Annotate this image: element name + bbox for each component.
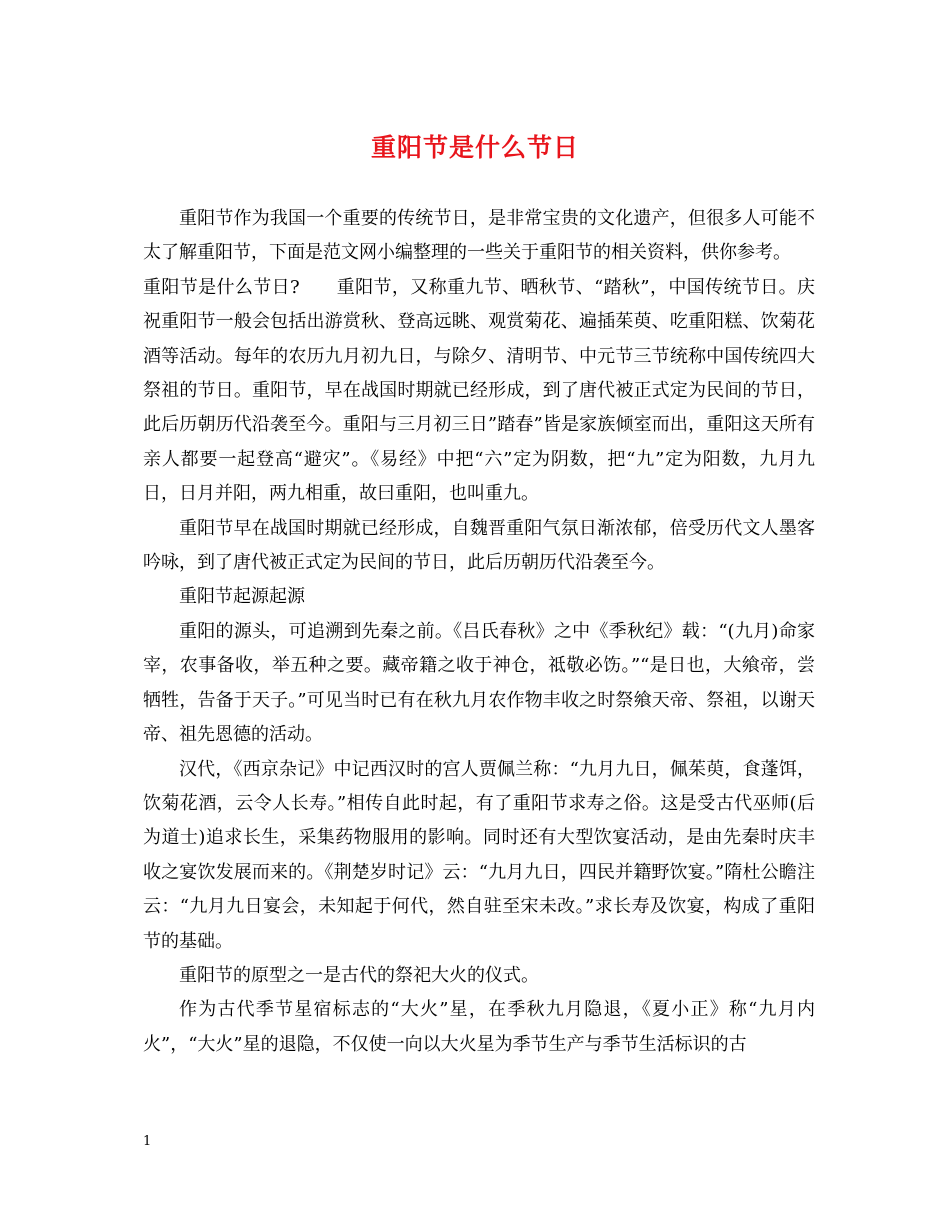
paragraph-warring-states: 重阳节早在战国时期就已经形成，自魏晋重阳气氛日渐浓郁，倍受历代文人墨客吟咏，到了唐代被正式定为民间的节日，此后历朝历代沿袭至今。 — [143, 517, 815, 574]
page-number: 1 — [143, 1134, 152, 1149]
document-body — [143, 202, 815, 1062]
paragraph-intro: 重阳节作为我国一个重要的传统节日，是非常宝贵的文化遗产，但很多人可能不太了解重阳节，下面是范文网小编整理的一些关于重阳节的相关资料，供你参考。 — [143, 208, 815, 264]
section-heading-origin: 重阳节起源起源 — [179, 586, 305, 608]
paragraph-han-dynasty: 汉代，《西京杂记》中记西汉时的宫人贾佩兰称：“九月九日，佩茱萸，食蓬饵，饮菊花酒，云令人长寿。”相传自此时起，有了重阳节求寿之俗。这是受古代巫师(后为道士)追求长生，采集药物服用的影响。同时还有大型饮宴活动，是由先秦时庆丰收之宴饮发展而来的。《荆楚岁时记》云：“九月九日，四民并籍野饮宴。”隋杜公瞻注云：“九月九日宴会，未知起于何代，然自驻至宋未改。”求长寿及饮宴，构成了重阳节的基础。 — [143, 758, 815, 952]
paragraph-pre-qin: 重阳的源头，可追溯到先秦之前。《吕氏春秋》之中《季秋纪》载：“(九月)命家宰，农事备收，举五种之要。藏帝籍之收于神仓，祗敬必饬。”“是日也，大飨帝，尝牺牲，告备于天子。”可见当时已有在秋九月农作物丰收之时祭飨天帝、祭祖，以谢天帝、祖先恩德的活动。 — [143, 620, 815, 746]
paragraph-fire-ritual: 重阳节的原型之一是古代的祭祀大火的仪式。 — [179, 964, 539, 986]
document-title: 重阳节是什么节日 — [370, 133, 579, 162]
paragraph-fire-star: 作为古代季节星宿标志的“大火”星，在季秋九月隐退，《夏小正》称“九月内火”，“大火”星的退隐，不仅使一向以大火星为季节生产与季节生活标识的古 — [143, 999, 815, 1055]
paragraph-what-is: 重阳节是什么节日? 重阳节，又称重九节、晒秋节、“踏秋”，中国传统节日。庆祝重阳节一般会包括出游赏秋、登高远眺、观赏菊花、遍插茱萸、吃重阳糕、饮菊花酒等活动。每年的农历九月初九日，与除夕、清明节、中元节三节统称中国传统四大祭祖的节日。重阳节，早在战国时期就已经形成，到了唐代被正式定为民间的节日，此后历朝历代沿袭至今。重阳与三月初三日”踏春”皆是家族倾室而出，重阳这天所有亲人都要一起登高“避灾”。《易经》中把“六”定为阴数，把“九”定为阳数，九月九日，日月并阳，两九相重，故曰重阳，也叫重九。 — [143, 276, 815, 505]
